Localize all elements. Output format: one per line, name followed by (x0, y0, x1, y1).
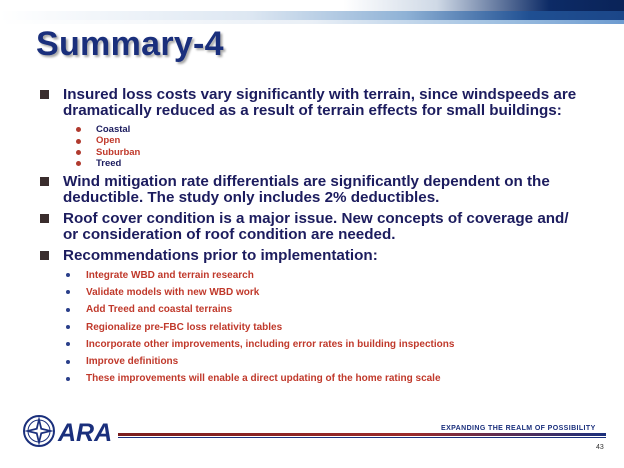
dot-bullet-icon (76, 127, 81, 132)
recommendation-item (66, 355, 610, 368)
recommendation-item (66, 338, 610, 351)
recommendation-text: Improve definitions (86, 356, 179, 368)
dot-bullet-icon (76, 150, 81, 155)
bullet-text (63, 211, 569, 243)
header-stripe-top (0, 0, 624, 11)
bullet-line: or consideration of roof condition are needed. (63, 225, 396, 243)
terrain-label: Coastal (96, 124, 131, 135)
top-header-band (0, 0, 624, 24)
ara-logo (22, 414, 122, 448)
dot-bullet-icon (66, 308, 70, 312)
terrain-label: Treed (96, 158, 122, 170)
compass-star-icon (24, 416, 54, 446)
recommendation-item (66, 269, 610, 282)
footer-divider (118, 433, 606, 436)
recommendation-item (66, 321, 610, 334)
square-bullet-icon (40, 90, 49, 99)
slide-body (40, 87, 610, 390)
bullet-line: deductible. The study only includes 2% deductibles. (63, 188, 440, 206)
dot-bullet-icon (66, 377, 70, 381)
bullet-line: Insured loss costs vary significantly with terrain, since windspeeds are (63, 86, 577, 103)
bullet-text (63, 87, 576, 119)
recommendation-text: Regionalize pre-FBC loss relativity tables (86, 321, 283, 333)
bullet-line: Recommendations prior to implementation: (63, 246, 378, 264)
square-bullet-icon (40, 177, 49, 186)
bullet-terrain (40, 87, 610, 119)
terrain-label: Suburban (96, 146, 141, 158)
recommendation-text: Add Treed and coastal terrains (86, 304, 233, 316)
recommendation-text: Validate models with new WBD work (86, 286, 260, 298)
header-stripe-middle (0, 11, 624, 20)
recommendation-text: Integrate WBD and terrain research (86, 269, 254, 281)
dot-bullet-icon (66, 360, 70, 364)
slide-title: Summary-4 (36, 25, 224, 63)
recommendation-item (66, 286, 610, 299)
terrain-label: Open (96, 135, 121, 147)
bullet-wind-mitigation (40, 174, 610, 206)
recommendations-list (66, 269, 610, 386)
dot-bullet-icon (76, 139, 81, 144)
recommendation-item (66, 303, 610, 316)
terrain-item (76, 158, 610, 169)
footer-tagline: EXPANDING THE REALM OF POSSIBILITY (441, 425, 596, 432)
dot-bullet-icon (66, 290, 70, 294)
footer-divider-thin (118, 437, 606, 438)
bullet-roof-cover (40, 211, 610, 243)
terrain-item (76, 147, 610, 158)
recommendation-text: Incorporate other improvements, including error rates in building inspections (86, 338, 455, 350)
bullet-line: Roof cover condition is a major issue. New concepts of coverage and/ (63, 209, 569, 227)
dot-bullet-icon (66, 273, 70, 277)
square-bullet-icon (40, 251, 49, 260)
terrain-item (76, 124, 610, 135)
header-stripe-bottom (0, 20, 624, 24)
page-number: 43 (596, 444, 604, 451)
dot-bullet-icon (66, 325, 70, 329)
bullet-recommendations (40, 248, 610, 264)
dot-bullet-icon (66, 342, 70, 346)
logo-text: ARA (58, 419, 113, 447)
bullet-text (63, 248, 378, 264)
square-bullet-icon (40, 214, 49, 223)
bullet-text (63, 174, 550, 206)
terrain-item (76, 135, 610, 146)
recommendation-item (66, 372, 610, 385)
terrain-list (76, 124, 610, 170)
bullet-line: Wind mitigation rate differentials are significantly dependent on the (63, 172, 550, 190)
bullet-line: dramatically reduced as a result of terrain effects for small buildings: (63, 102, 562, 119)
dot-bullet-icon (76, 161, 81, 166)
recommendation-text: These improvements will enable a direct updating of the home rating scale (86, 373, 441, 385)
